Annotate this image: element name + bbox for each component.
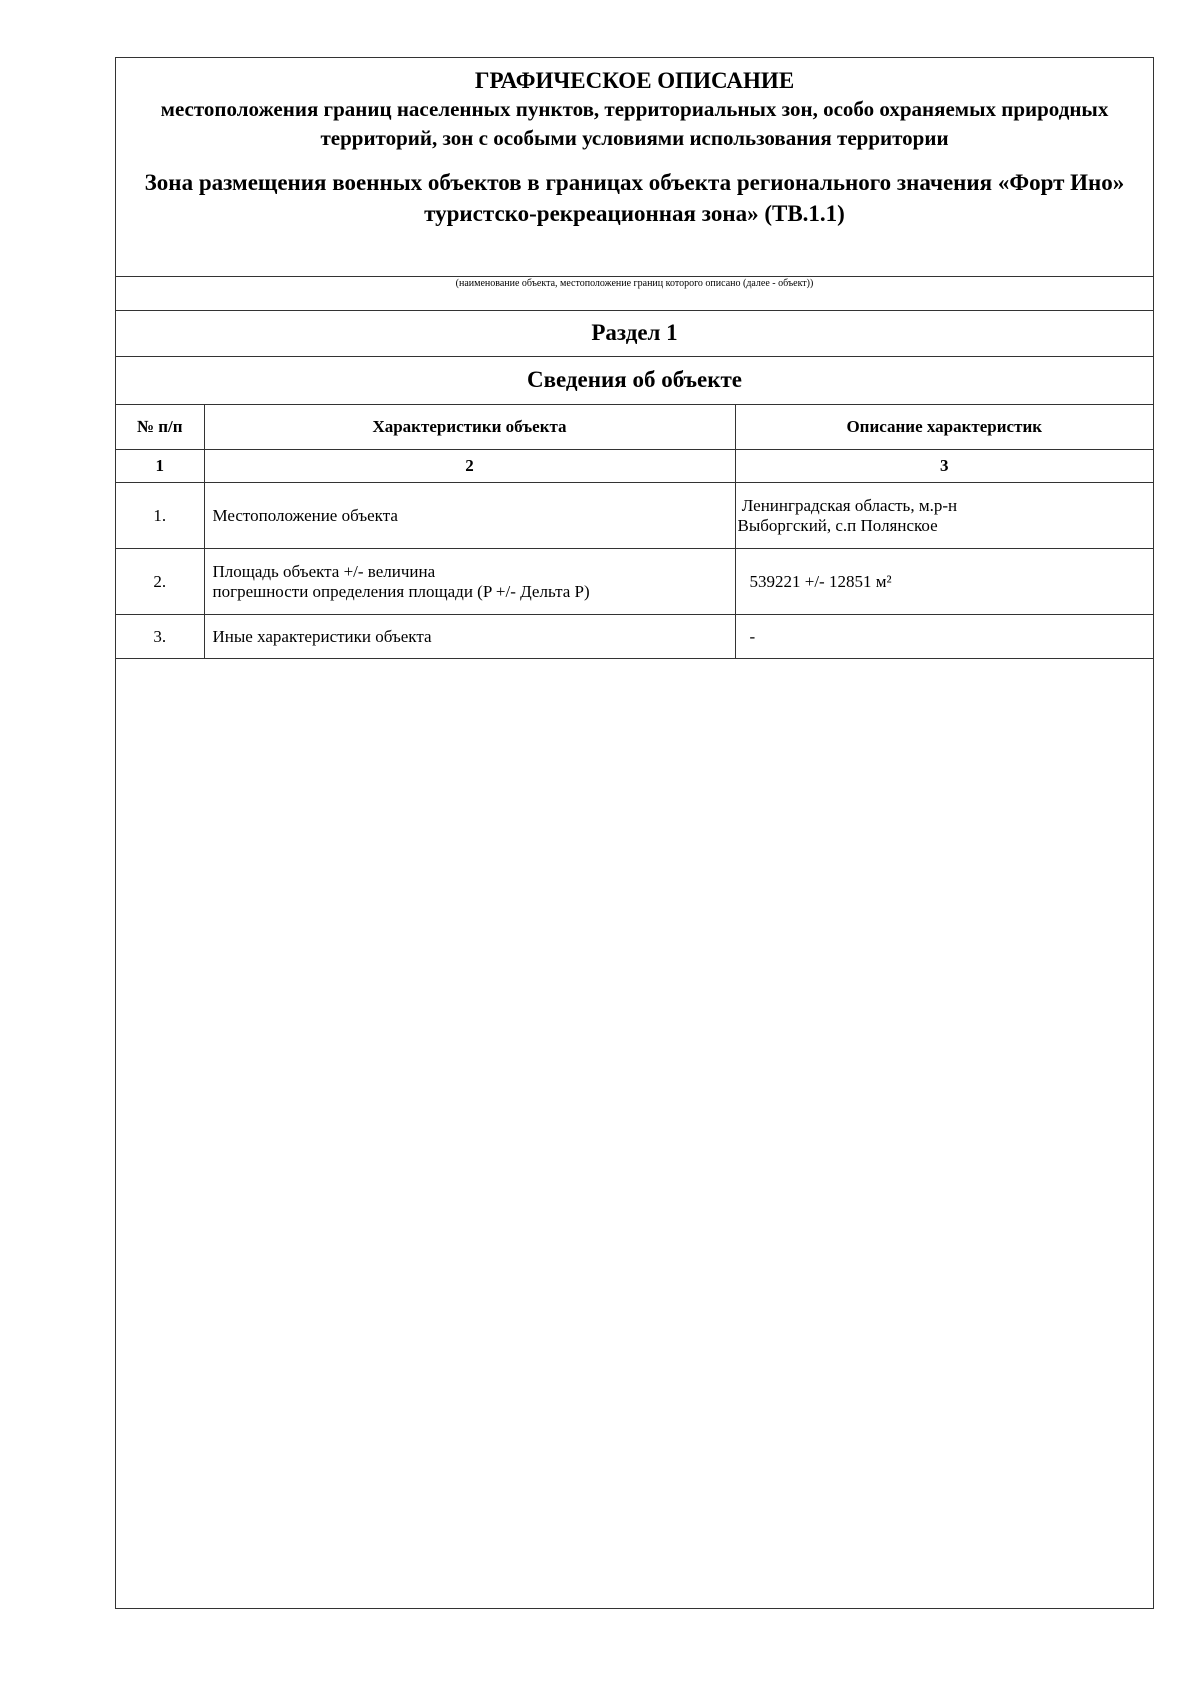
row-number: 3. xyxy=(116,615,204,659)
column-number-row xyxy=(116,450,1153,483)
document-header xyxy=(116,58,1153,276)
row-characteristic: Местоположение объекта xyxy=(204,483,735,549)
document-frame xyxy=(115,57,1154,1609)
row-characteristic: Иные характеристики объекта xyxy=(204,615,735,659)
description-line: Выборгский, с.п Полянское xyxy=(737,515,938,535)
object-info-table xyxy=(116,404,1153,659)
document-subtitle: местоположения границ населенных пунктов, территориальных зон, особо охраняемых природных территорий, зон с особыми условиями использования территории xyxy=(160,97,1109,150)
column-number: 3 xyxy=(735,450,1153,483)
row-number: 1. xyxy=(116,483,204,549)
row-description: - xyxy=(735,615,1153,659)
row-characteristic xyxy=(204,549,735,615)
characteristic-line: погрешности определения площади (P +/- Дельта P) xyxy=(212,581,590,601)
column-header-number: № п/п xyxy=(116,405,204,450)
description-line: Ленинградская область, м.р-н xyxy=(737,495,958,515)
object-caption: (наименование объекта, местоположение границ которого описано (далее - объект)) xyxy=(455,278,814,289)
section-number: Раздел 1 xyxy=(591,320,678,345)
table-header-row xyxy=(116,405,1153,450)
row-number: 2. xyxy=(116,549,204,615)
table-row xyxy=(116,483,1153,549)
row-description xyxy=(735,483,1153,549)
column-header-description: Описание характеристик xyxy=(735,405,1153,450)
document-title: ГРАФИЧЕСКОЕ ОПИСАНИЕ xyxy=(474,68,795,93)
zone-name: Зона размещения военных объектов в границах объекта регионального значения «Форт Ино» туристско-рекреационная зона» (ТВ.1.1) xyxy=(144,170,1125,226)
table-row xyxy=(116,615,1153,659)
column-header-characteristic: Характеристики объекта xyxy=(204,405,735,450)
column-number: 1 xyxy=(116,450,204,483)
section-title: Сведения об объекте xyxy=(526,367,743,392)
characteristic-line: Площадь объекта +/- величина xyxy=(212,561,436,581)
column-number: 2 xyxy=(204,450,735,483)
row-description: 539221 +/- 12851 м² xyxy=(735,549,1153,615)
table-row xyxy=(116,549,1153,615)
